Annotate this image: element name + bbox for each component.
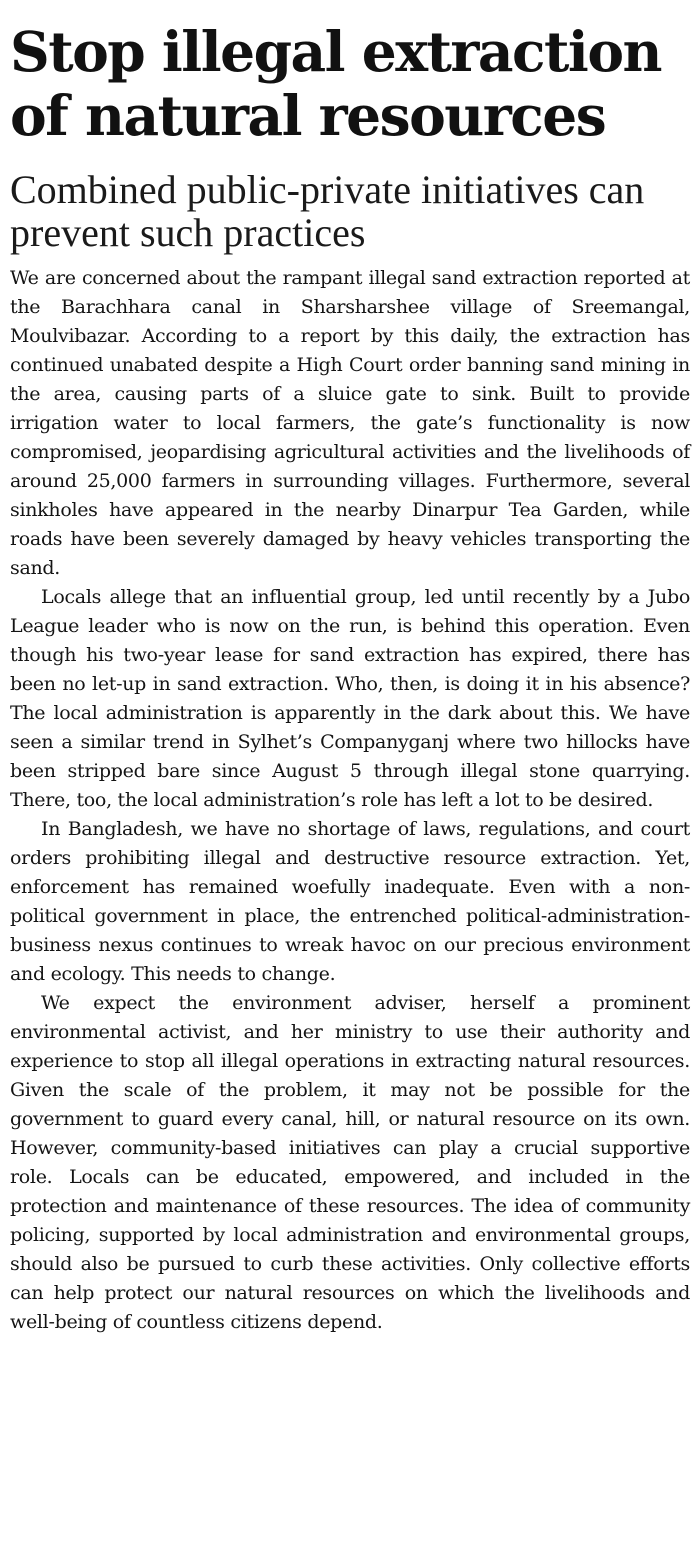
headline: Stop illegal extraction of natural resources (10, 19, 661, 148)
editorial-article (10, 20, 690, 1337)
paragraph-4: We expect the environment adviser, herself a prominent environmental activist, and her ministry to use their authority and experience to stop all illegal operations in extracting natural resources. Given the scale of the problem, it may not be possible for the government to guard every canal, hill, or natural resource on its own. However, community-based initiatives can play a crucial supportive role. Locals can be educated, empowered, and included in the protection and maintenance of these resources. The idea of community policing, supported by local administration and environmental groups, should also be pursued to curb these activities. Only collective efforts can help protect our natural resources on which the livelihoods and well-being of countless citizens depend. (10, 992, 690, 1333)
paragraph-3: In Bangladesh, we have no shortage of laws, regulations, and court orders prohibiting illegal and destructive resource extraction. Yet, enforcement has remained woefully inadequate. Even with a non-political government in place, the entrenched political-administration-business nexus continues to wreak havoc on our precious environment and ecology. This needs to change. (10, 818, 690, 985)
subheadline: Combined public-private initiatives can prevent such practices (10, 167, 645, 255)
paragraph-1: We are concerned about the rampant illegal sand extraction reported at the Barachhara canal in Sharsharshee village of Sreemangal, Moulvibazar. According to a report by this daily, the extraction has continued unabated despite a High Court order banning sand mining in the area, causing parts of a sluice gate to sink. Built to provide irrigation water to local farmers, the gate’s functionality is now compromised, jeopardising agricultural activities and the livelihoods of around 25,000 farmers in surrounding villages. Furthermore, several sinkholes have appeared in the nearby Dinarpur Tea Garden, while roads have been severely damaged by heavy vehicles transporting the sand. (10, 267, 690, 579)
article-body (10, 264, 690, 1337)
paragraph-2: Locals allege that an influential group, led until recently by a Jubo League leader who is now on the run, is behind this operation. Even though his two-year lease for sand extraction has expired, there has been no let-up in sand extraction. Who, then, is doing it in his absence? The local administration is apparently in the dark about this. We have seen a similar trend in Sylhet’s Companyganj where two hillocks have been stripped bare since August 5 through illegal stone quarrying. There, too, the local administration’s role has left a lot to be desired. (10, 586, 690, 811)
